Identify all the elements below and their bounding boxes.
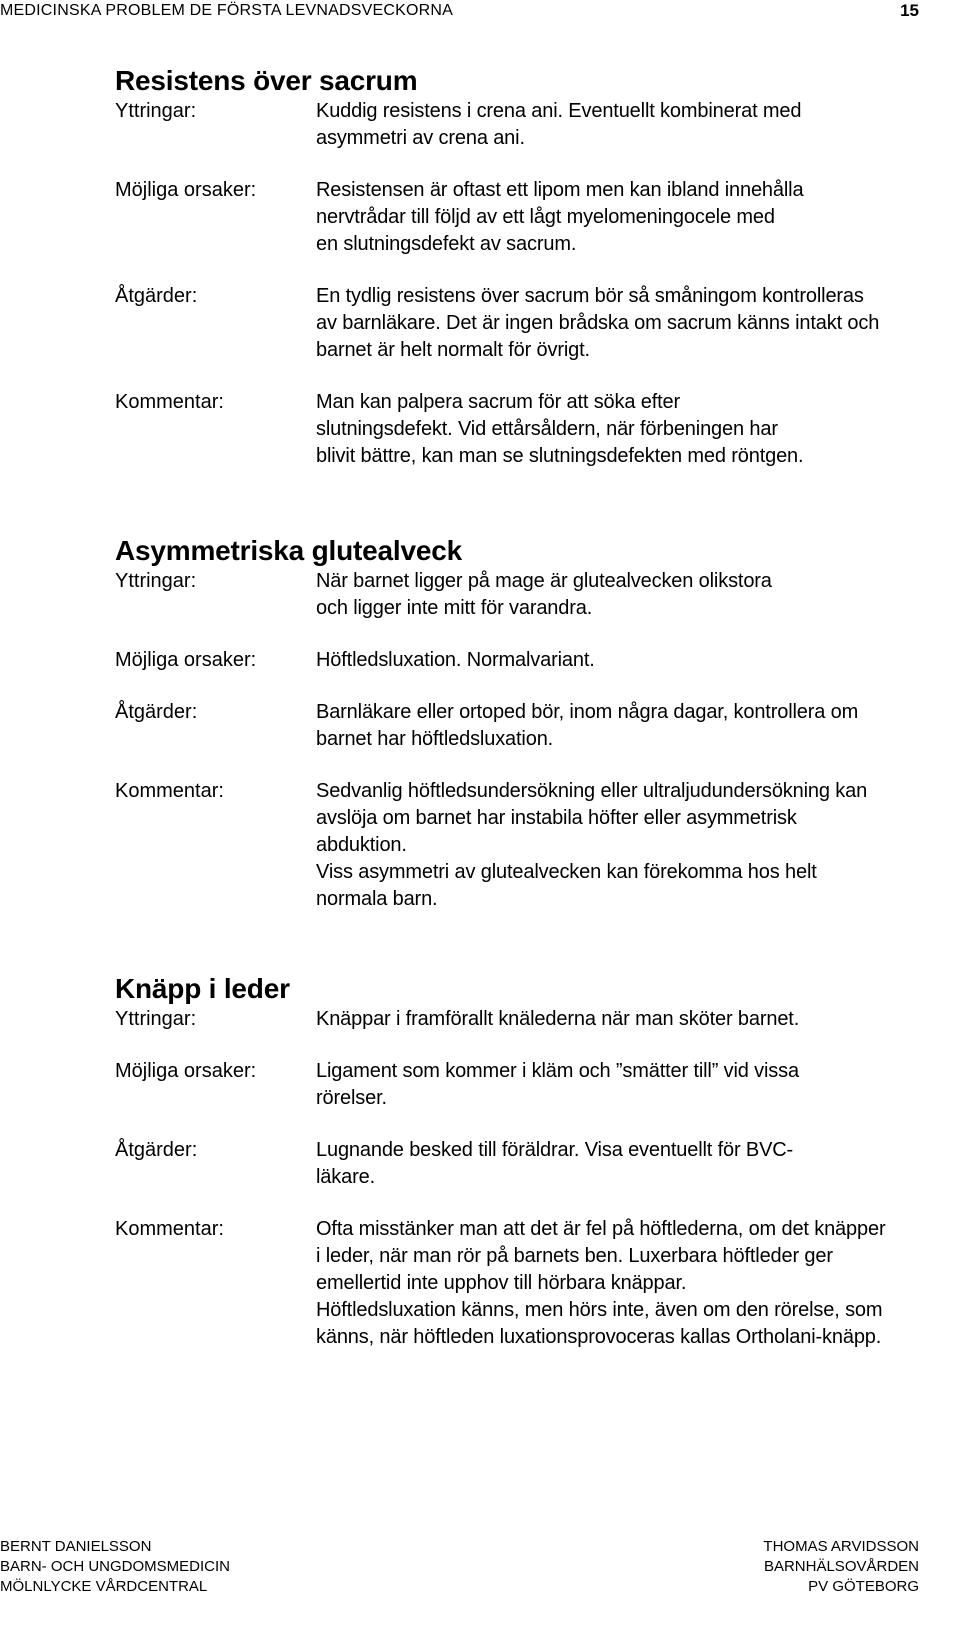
section-asymmetriska-glutealveck <box>115 536 960 913</box>
entry-row-atgarder <box>115 283 960 364</box>
row-text: Sedvanlig höftledsundersökning eller ultraljudundersökning kan avslöja om barnet har instabila höfter eller asymmetrisk abduktion. Viss asymmetri av glutealvecken kan förekomma hos helt normala barn. <box>316 780 868 910</box>
entry-row-kommentar <box>115 778 960 913</box>
row-text: När barnet ligger på mage är glutealvecken olikstora och ligger inte mitt för varandra. <box>316 570 772 619</box>
row-label: Möjliga orsaker: <box>115 1060 257 1082</box>
section-knapp-i-leder <box>115 974 960 1351</box>
section-title: Resistens över sacrum <box>115 65 418 96</box>
entry-row-yttringar <box>115 1006 960 1033</box>
entry-row-yttringar <box>115 98 960 152</box>
footer-line: BARNHÄLSOVÅRDEN <box>763 1558 919 1575</box>
row-text: Kuddig resistens i crena ani. Eventuellt kombinerat med asymmetri av crena ani. <box>316 100 802 149</box>
page-number: 15 <box>900 1 919 20</box>
row-label: Yttringar: <box>115 570 197 592</box>
row-text: Knäppar i framförallt knälederna när man sköter barnet. <box>316 1008 800 1030</box>
footer-author-left <box>0 1537 230 1597</box>
row-text: En tydlig resistens över sacrum bör så småningom kontrolleras av barnläkare. Det är ingen brådska om sacrum känns intakt och barnet är helt normalt för övrigt. <box>316 285 880 361</box>
section-title: Asymmetriska glutealveck <box>115 535 462 566</box>
footer-line: THOMAS ARVIDSSON <box>763 1538 919 1555</box>
section-resistens-over-sacrum <box>115 66 960 470</box>
row-text: Man kan palpera sacrum för att söka efter slutningsdefekt. Vid ettårsåldern, när förbeningen har blivit bättre, kan man se slutningsdefekten med röntgen. <box>316 391 804 467</box>
footer-line: BERNT DANIELSSON <box>0 1538 152 1555</box>
row-text: Höftledsluxation. Normalvariant. <box>316 649 595 671</box>
running-header-title: MEDICINSKA PROBLEM DE FÖRSTA LEVNADSVECKORNA <box>0 2 454 19</box>
row-label: Yttringar: <box>115 100 197 122</box>
row-text: Resistensen är oftast ett lipom men kan ibland innehålla nervtrådar till följd av ett lågt myelomeningocele med en slutningsdefekt av sacrum. <box>316 179 804 255</box>
row-label: Kommentar: <box>115 1218 224 1240</box>
row-label: Kommentar: <box>115 780 224 802</box>
footer-author-right <box>763 1537 919 1597</box>
section-title: Knäpp i leder <box>115 973 290 1004</box>
row-text: Ligament som kommer i kläm och ”smätter till” vid vissa rörelser. <box>316 1060 799 1109</box>
entry-row-kommentar <box>115 1216 960 1351</box>
row-text: Lugnande besked till föräldrar. Visa eventuellt för BVC- läkare. <box>316 1139 794 1188</box>
entry-row-atgarder <box>115 699 960 753</box>
footer-line: BARN- OCH UNGDOMSMEDICIN <box>0 1558 231 1575</box>
row-label: Åtgärder: <box>115 285 198 307</box>
row-label: Kommentar: <box>115 391 224 413</box>
row-label: Åtgärder: <box>115 1139 198 1161</box>
entry-row-mojliga-orsaker <box>115 1058 960 1112</box>
entry-row-kommentar <box>115 389 960 470</box>
entry-row-mojliga-orsaker <box>115 177 960 258</box>
entry-row-atgarder <box>115 1137 960 1191</box>
entry-row-mojliga-orsaker <box>115 647 960 674</box>
row-label: Möjliga orsaker: <box>115 179 257 201</box>
entry-row-yttringar <box>115 568 960 622</box>
footer-line: PV GÖTEBORG <box>808 1578 919 1595</box>
row-text: Barnläkare eller ortoped bör, inom några dagar, kontrollera om barnet har höftledsluxation. <box>316 701 859 750</box>
row-text: Ofta misstänker man att det är fel på höftlederna, om det knäpper i leder, när man rör på barnets ben. Luxerbara höftleder ger emellertid inte upphov till hörbara knäppar. Höftledsluxation känns, men hörs inte, även om den rörelse, som känns, när höftleden luxationsprovoceras kallas Ortholani-knäpp. <box>316 1218 886 1348</box>
row-label: Yttringar: <box>115 1008 197 1030</box>
row-label: Möjliga orsaker: <box>115 649 257 671</box>
footer-line: MÖLNLYCKE VÅRDCENTRAL <box>0 1578 208 1595</box>
row-label: Åtgärder: <box>115 701 198 723</box>
